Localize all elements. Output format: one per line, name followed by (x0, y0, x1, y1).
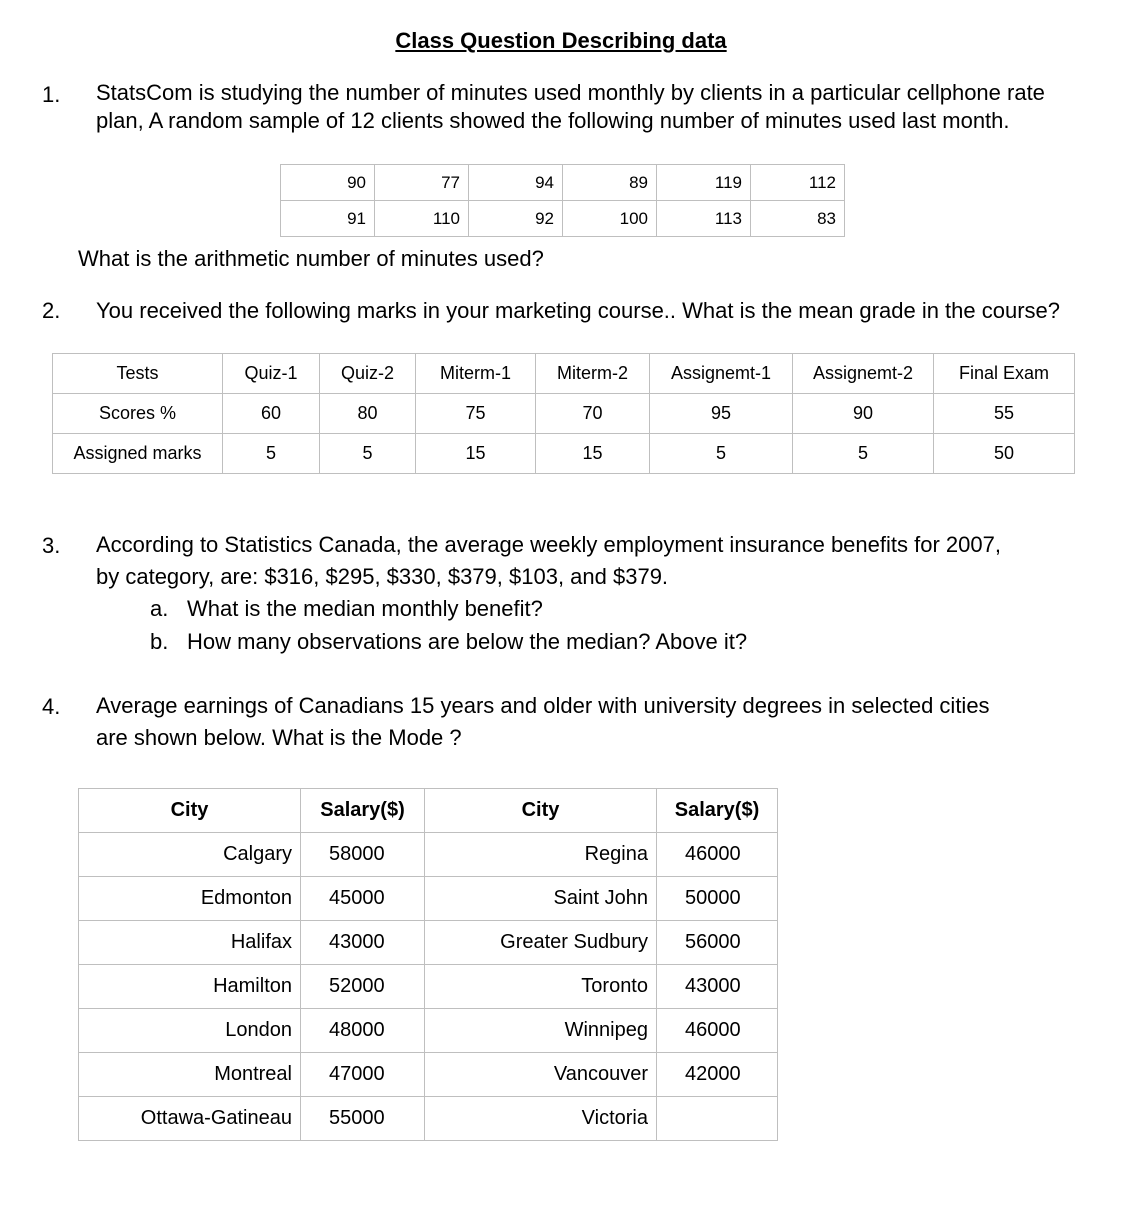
q2-number: 2. (42, 298, 61, 323)
marks-cell: Final Exam (934, 354, 1075, 394)
marks-cell: Miterm-2 (536, 354, 650, 394)
marks-cell: 90 (793, 394, 934, 434)
city-cell: London (79, 1009, 301, 1053)
minutes-cell: 92 (469, 201, 563, 237)
salary-cell: 45000 (301, 877, 425, 921)
marks-cell: 5 (320, 434, 416, 474)
q3-b-text: How many observations are below the median? Above it? (187, 629, 748, 654)
q3-b-label: b. (150, 629, 169, 654)
salary-cell: 43000 (301, 921, 425, 965)
city-cell: Greater Sudbury (425, 921, 657, 965)
city-cell: Hamilton (79, 965, 301, 1009)
city-cell: Edmonton (79, 877, 301, 921)
table-row (79, 921, 778, 965)
table-row (79, 1097, 778, 1141)
city-cell: Regina (425, 833, 657, 877)
minutes-cell: 94 (469, 165, 563, 201)
marks-cell: 70 (536, 394, 650, 434)
marks-cell: 75 (416, 394, 536, 434)
table-row (281, 201, 845, 237)
q1-minutes-table (280, 164, 845, 237)
marks-cell: 50 (934, 434, 1075, 474)
salary-cell: 46000 (657, 833, 778, 877)
salary-cell: 52000 (301, 965, 425, 1009)
row-label: Scores % (53, 394, 223, 434)
minutes-cell: 77 (375, 165, 469, 201)
q4-line1: Average earnings of Canadians 15 years and older with university degrees in selected cities (96, 693, 990, 718)
column-header: Salary($) (657, 789, 778, 833)
marks-cell: 60 (223, 394, 320, 434)
q3-a-text: What is the median monthly benefit? (187, 596, 543, 621)
salary-cell: 55000 (301, 1097, 425, 1141)
minutes-cell: 83 (751, 201, 845, 237)
marks-cell: 55 (934, 394, 1075, 434)
q2-text: You received the following marks in your marketing course.. What is the mean grade in the course? (96, 298, 1061, 323)
city-cell: Saint John (425, 877, 657, 921)
table-row (53, 354, 1075, 394)
salary-cell: 47000 (301, 1053, 425, 1097)
marks-cell: Quiz-1 (223, 354, 320, 394)
salary-cell: 50000 (657, 877, 778, 921)
salary-cell: 43000 (657, 965, 778, 1009)
minutes-cell: 113 (657, 201, 751, 237)
marks-cell: 15 (416, 434, 536, 474)
marks-cell: 5 (650, 434, 793, 474)
table-row (79, 1053, 778, 1097)
table-row (281, 165, 845, 201)
marks-cell: Assignemt-2 (793, 354, 934, 394)
marks-cell: 5 (793, 434, 934, 474)
salary-cell (657, 1097, 778, 1141)
minutes-cell: 91 (281, 201, 375, 237)
city-cell: Ottawa-Gatineau (79, 1097, 301, 1141)
city-cell: Halifax (79, 921, 301, 965)
table-row (79, 833, 778, 877)
marks-cell: Miterm-1 (416, 354, 536, 394)
column-header: City (425, 789, 657, 833)
q3-a-label: a. (150, 596, 169, 621)
marks-cell: 80 (320, 394, 416, 434)
table-row (53, 434, 1075, 474)
page-title: Class Question Describing data (395, 28, 727, 53)
table-header-row (79, 789, 778, 833)
q3-line2: by category, are: $316, $295, $330, $379, $103, and $379. (96, 564, 669, 589)
city-cell: Vancouver (425, 1053, 657, 1097)
table-row (53, 394, 1075, 434)
minutes-cell: 90 (281, 165, 375, 201)
q1-question: What is the arithmetic number of minutes used? (78, 246, 544, 271)
table-row (79, 877, 778, 921)
row-label: Tests (53, 354, 223, 394)
q4-number: 4. (42, 694, 61, 719)
salary-cell: 48000 (301, 1009, 425, 1053)
city-cell: Victoria (425, 1097, 657, 1141)
marks-cell: Assignemt-1 (650, 354, 793, 394)
minutes-cell: 89 (563, 165, 657, 201)
minutes-cell: 119 (657, 165, 751, 201)
city-cell: Calgary (79, 833, 301, 877)
q3-line1: According to Statistics Canada, the average weekly employment insurance benefits for 2007, (96, 532, 1001, 557)
q2-marks-table (52, 353, 1075, 474)
column-header: Salary($) (301, 789, 425, 833)
row-label: Assigned marks (53, 434, 223, 474)
city-cell: Montreal (79, 1053, 301, 1097)
table-row (79, 965, 778, 1009)
salary-cell: 58000 (301, 833, 425, 877)
q1-number: 1. (42, 82, 61, 107)
q4-line2: are shown below. What is the Mode ? (96, 725, 462, 750)
marks-cell: Quiz-2 (320, 354, 416, 394)
minutes-cell: 110 (375, 201, 469, 237)
table-row (79, 1009, 778, 1053)
marks-cell: 95 (650, 394, 793, 434)
salary-cell: 42000 (657, 1053, 778, 1097)
column-header: City (79, 789, 301, 833)
marks-cell: 5 (223, 434, 320, 474)
city-cell: Winnipeg (425, 1009, 657, 1053)
q4-salary-table (78, 788, 778, 1141)
salary-cell: 56000 (657, 921, 778, 965)
city-cell: Toronto (425, 965, 657, 1009)
marks-cell: 15 (536, 434, 650, 474)
q1-text: StatsCom is studying the number of minutes used monthly by clients in a particular cellphone rate plan, A random sample of 12 clients showed the following number of minutes used last month. (96, 80, 1045, 133)
salary-cell: 46000 (657, 1009, 778, 1053)
q3-number: 3. (42, 533, 61, 558)
minutes-cell: 100 (563, 201, 657, 237)
minutes-cell: 112 (751, 165, 845, 201)
